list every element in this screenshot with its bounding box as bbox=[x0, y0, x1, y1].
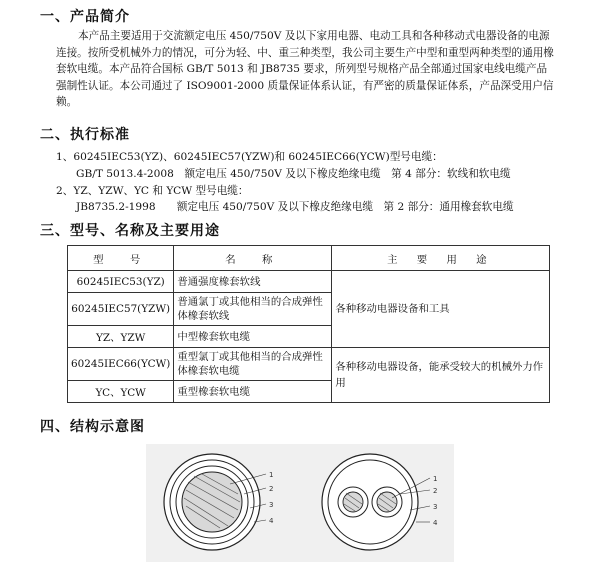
model-cell: 60245IEC53(YZ) bbox=[68, 271, 174, 293]
model-cell: YC、YCW bbox=[68, 381, 174, 403]
label-3-left: 3 bbox=[269, 501, 274, 509]
label-3-right: 3 bbox=[433, 503, 438, 511]
name-cell: 中型橡套软电缆 bbox=[174, 326, 332, 348]
table-row bbox=[68, 348, 550, 381]
name-cell: 普通氯丁或其他相当的合成弹性体橡套软线 bbox=[174, 293, 332, 326]
table-header-row bbox=[68, 246, 550, 271]
use-cell: 各种移动电器设备和工具 bbox=[332, 271, 550, 348]
single-core-cable bbox=[164, 454, 260, 550]
label-2-right: 2 bbox=[433, 487, 438, 495]
section-1-title: 一、产品简介 bbox=[40, 9, 130, 25]
standard-item-2: 2、YZ、YZW、YC 和 YCW 型号电缆： bbox=[56, 185, 249, 197]
name-cell: 普通强度橡套软线 bbox=[174, 271, 332, 293]
label-4-left: 4 bbox=[269, 517, 274, 525]
name-cell: 重型橡套软电缆 bbox=[174, 381, 332, 403]
label-2-left: 2 bbox=[269, 485, 274, 493]
use-cell: 各种移动电器设备，能承受较大的机械外力作用 bbox=[332, 348, 550, 403]
label-4-right: 4 bbox=[433, 519, 438, 527]
cable-structure-diagram bbox=[146, 444, 454, 562]
section-1-body bbox=[56, 28, 556, 111]
table-row bbox=[68, 271, 550, 293]
name-cell: 重型氯丁或其他相当的合成弹性体橡套软电缆 bbox=[174, 348, 332, 381]
standard-item-2-detail: JB8735.2-1998 额定电压 450/750V 及以下橡皮绝缘电缆 第 2 部分：通用橡套软电缆 bbox=[76, 201, 514, 213]
section-4-title: 四、结构示意图 bbox=[40, 419, 145, 435]
intro-paragraph: 本产品主要适用于交流额定电压 450/750V 及以下家用电器、电动工具和各种移动式电器设备的电源连接。按所受机械外力的情况，可分为轻、中、重三种类型，我公司主要生产中型和重型两种类型的通用橡套软电缆。本产品符合国标 GB/T 5013 和 JB8735 要求，所列型号规格产品全部通过国家电线电缆产品强制性认证。本公司通过了 ISO9001-2000 质量保证体系认证，有严密的质量保证体系，产品深受用户信赖。 bbox=[56, 30, 554, 108]
standard-item-1-detail: GB/T 5013.4-2008 额定电压 450/750V 及以下橡皮绝缘电缆 第 4 部分：软线和软电缆 bbox=[76, 168, 511, 180]
section-2-title: 二、执行标准 bbox=[40, 127, 130, 143]
section-3-title: 三、型号、名称及主要用途 bbox=[40, 223, 220, 239]
model-table bbox=[67, 245, 550, 403]
model-cell: 60245IEC66(YCW) bbox=[68, 348, 174, 381]
label-1-right: 1 bbox=[433, 475, 438, 483]
model-cell: YZ、YZW bbox=[68, 326, 174, 348]
model-cell: 60245IEC57(YZW) bbox=[68, 293, 174, 326]
standard-item-1: 1、60245IEC53(YZ)、60245IEC57(YZW)和 60245IEC66(YCW)型号电缆： bbox=[56, 151, 443, 163]
twin-core-cable bbox=[322, 454, 418, 550]
header-use: 主 要 用 途 bbox=[332, 246, 550, 271]
label-1-left: 1 bbox=[269, 471, 274, 479]
header-name: 名 称 bbox=[174, 246, 332, 271]
header-model: 型 号 bbox=[68, 246, 174, 271]
